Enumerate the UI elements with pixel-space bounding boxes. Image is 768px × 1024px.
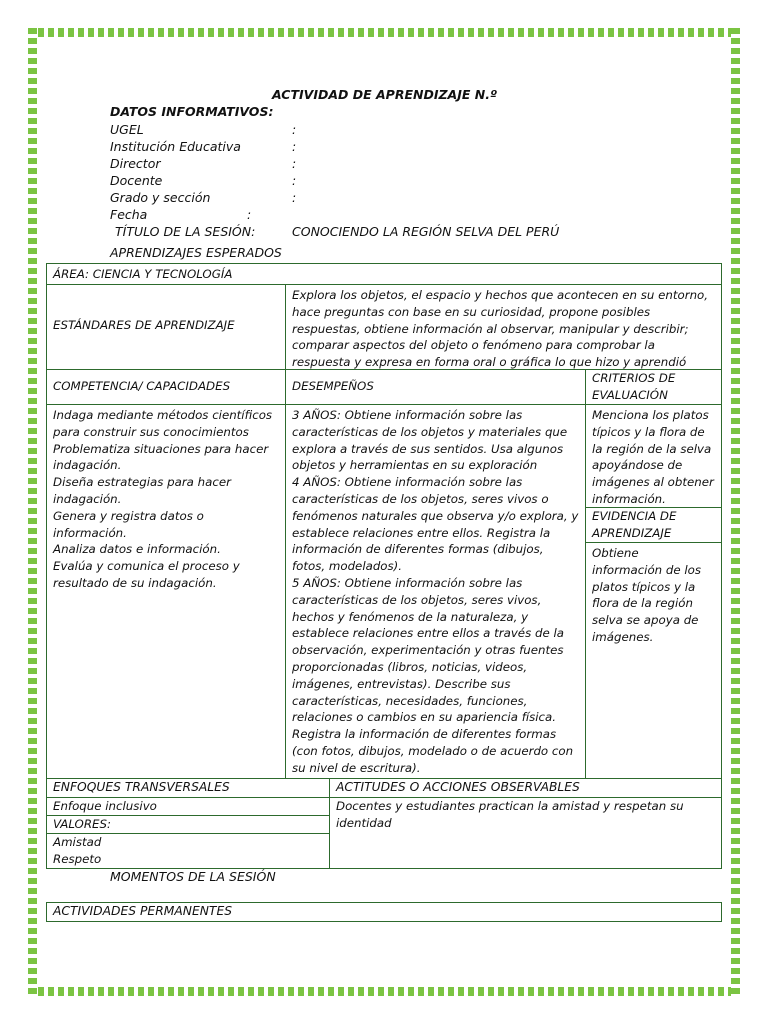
enfoques-header: ENFOQUES TRANSVERSALES (46, 778, 330, 798)
competencia-header: COMPETENCIA/ CAPACIDADES (46, 369, 286, 405)
datos-heading: DATOS INFORMATIVOS: (110, 104, 274, 119)
competencias-cell: Indaga mediante métodos científicos para construir sus conocimientos Problematiza situaciones para hacer indagación. Diseña estrategias para hacer indagación. Genera y registra datos o información. Analiza datos e información. Evalúa y comunica el proceso y resultado de su indagación. (46, 404, 286, 779)
area-row: ÁREA: CIENCIA Y TECNOLOGÍA (46, 263, 722, 285)
valores-label-cell: VALORES: (46, 815, 330, 834)
criterios-cell: Menciona los platos típicos y la flora de la región de la selva apoyándose de imágenes al obtener información. (585, 404, 722, 508)
field-label-director: Director (110, 156, 161, 171)
field-label-ugel: UGEL (110, 122, 144, 137)
valores-cell: Amistad Respeto (46, 833, 330, 869)
field-sep-grado: : (292, 190, 297, 205)
session-title-value: CONOCIENDO LA REGIÓN SELVA DEL PERÚ (292, 224, 560, 239)
actitudes-cell: Docentes y estudiantes practican la amistad y respetan su identidad (329, 797, 722, 869)
field-label-grado: Grado y sección (110, 190, 211, 205)
border-right (731, 28, 740, 996)
session-title-label: TÍTULO DE LA SESIÓN: (115, 224, 256, 239)
field-sep-institucion: : (292, 139, 297, 154)
border-top (28, 28, 740, 37)
field-label-institucion: Institución Educativa (110, 139, 241, 154)
actividades-permanentes-row: ACTIVIDADES PERMANENTES (46, 902, 722, 922)
field-sep-ugel: : (292, 122, 297, 137)
border-bottom (28, 987, 740, 996)
enfoque-cell: Enfoque inclusivo (46, 797, 330, 816)
field-label-fecha: Fecha (110, 207, 148, 222)
field-sep-director: : (292, 156, 297, 171)
evidencia-header: EVIDENCIA DE APRENDIZAJE (585, 507, 722, 543)
criterios-header: CRITERIOS DE EVALUACIÓN (585, 369, 722, 405)
field-sep-docente: : (292, 173, 297, 188)
actitudes-header: ACTITUDES O ACCIONES OBSERVABLES (329, 778, 722, 798)
expected-learning-heading: APRENDIZAJES ESPERADOS (110, 245, 282, 260)
standards-text-cell: Explora los objetos, el espacio y hechos que acontecen en su entorno, hace preguntas con base en su curiosidad, propone posibles respuestas, obtiene información al observar, manipular y describir; comparar aspectos del objeto o fenómeno para comprobar la respuesta y expresa en forma oral o gráfica lo que hizo y aprendió (285, 284, 722, 370)
field-sep-fecha: : (247, 207, 252, 222)
border-left (28, 28, 37, 996)
desempenos-header: DESEMPEÑOS (285, 369, 586, 405)
evidencia-cell: Obtiene información de los platos típicos y la flora de la región selva se apoya de imágenes. (585, 542, 722, 779)
desempenos-cell: 3 AÑOS: Obtiene información sobre las características de los objetos y materiales que explora a través de sus sentidos. Usa algunos objetos y herramientas en su exploración 4 AÑOS: Obtiene información sobre las características de los objetos, seres vivos o fenómenos naturales que observa y/o explora, y establece relaciones entre ellos. Registra la información de diferentes formas (dibujos, fotos, modelados). 5 AÑOS: Obtiene información sobre las características de los objetos, seres vivos, hechos y fenómenos de la naturaleza, y establece relaciones entre ellos a través de la observación, experimentación y otras fuentes proporcionadas (libros, noticias, videos, imágenes, entrevistas). Describe sus características, necesidades, funciones, relaciones o cambios en su apariencia física. Registra la información de diferentes formas (con fotos, dibujos, modelado o de acuerdo con su nivel de escritura). (285, 404, 586, 779)
momentos-heading: MOMENTOS DE LA SESIÓN (110, 869, 276, 884)
standards-label-cell: ESTÁNDARES DE APRENDIZAJE (46, 284, 286, 370)
field-label-docente: Docente (110, 173, 163, 188)
document-title: ACTIVIDAD DE APRENDIZAJE N.º (272, 87, 498, 102)
